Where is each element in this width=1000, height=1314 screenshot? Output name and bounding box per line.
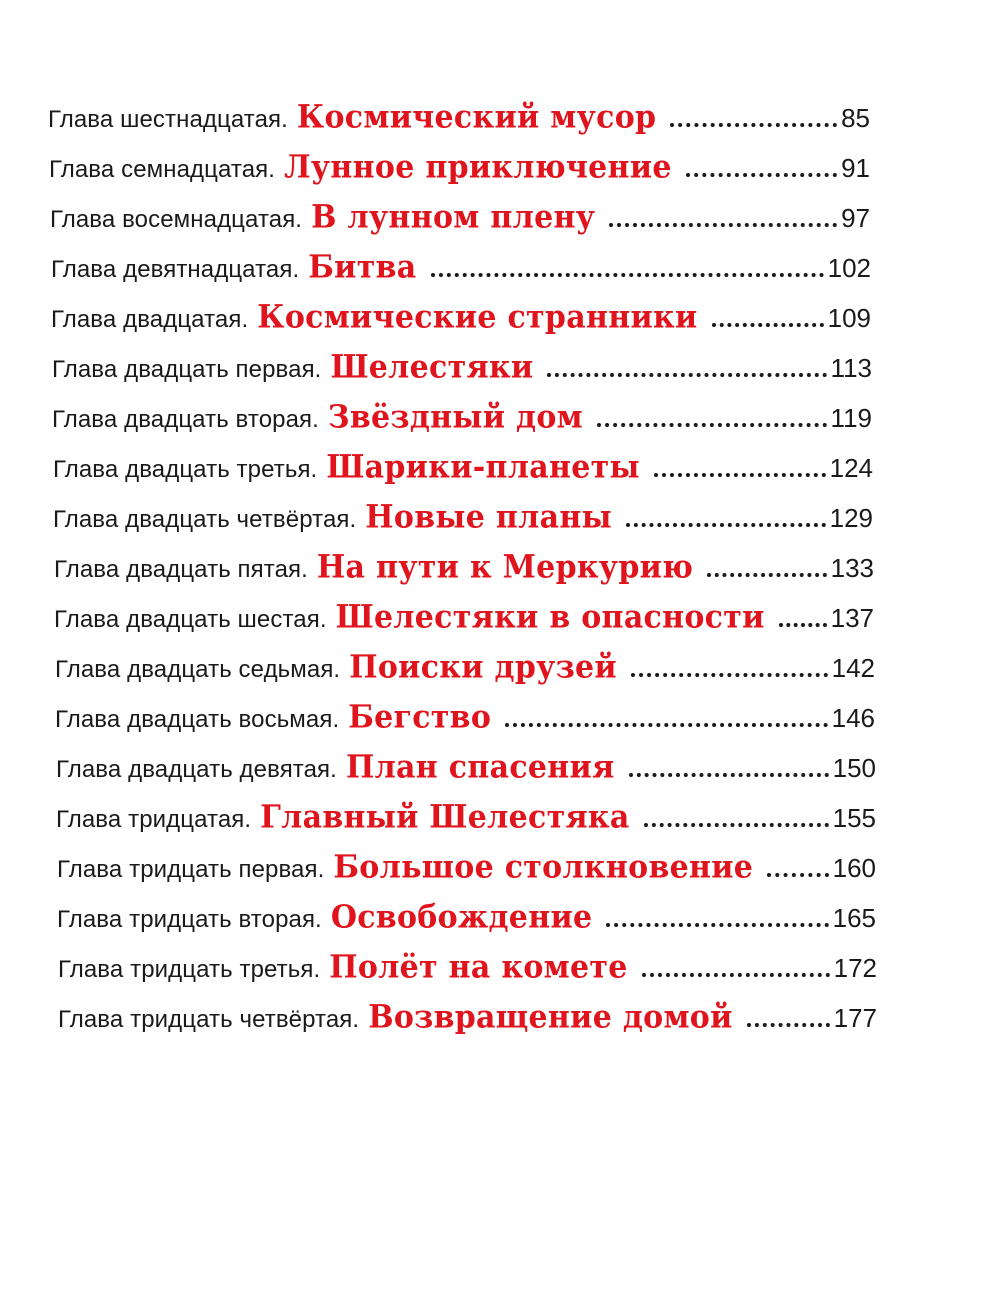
chapter-title: Возвращение домой [368, 999, 733, 1036]
toc-entry [58, 950, 877, 985]
dot-leader [629, 773, 829, 777]
page-number: 150 [832, 753, 876, 783]
chapter-number: Глава тридцатая. [56, 806, 252, 833]
chapter-title: На пути к Меркурию [316, 549, 694, 586]
dot-leader [631, 673, 828, 677]
chapter-number: Глава девятнадцатая. [51, 256, 300, 283]
dot-leader [670, 123, 837, 127]
chapter-title: Освобождение [330, 899, 593, 936]
toc-entry [55, 700, 875, 735]
chapter-number: Глава тридцать вторая. [57, 906, 322, 933]
chapter-number: Глава восемнадцатая. [50, 206, 303, 233]
toc-entry [49, 150, 870, 185]
chapter-number: Глава тридцать третья. [58, 956, 321, 983]
page-number: 177 [833, 1003, 877, 1033]
chapter-number: Глава двадцать шестая. [54, 606, 327, 633]
toc-entry [51, 300, 871, 335]
page-number: 165 [832, 903, 876, 933]
chapter-number: Глава двадцать четвёртая. [53, 506, 357, 533]
page-number: 133 [830, 553, 874, 583]
dot-leader [609, 223, 837, 227]
chapter-title: Большое столкновение [333, 849, 754, 886]
dot-leader [431, 273, 824, 277]
chapter-title: План спасения [345, 749, 615, 786]
toc-entry [52, 400, 872, 435]
dot-leader [644, 823, 829, 827]
chapter-title: Лунное приключение [284, 149, 672, 186]
chapter-number: Глава двадцать вторая. [52, 406, 319, 433]
dot-leader [747, 1023, 830, 1027]
toc-entry [51, 250, 871, 285]
toc-entry [58, 1000, 877, 1035]
page-number: 160 [832, 853, 876, 883]
toc-entry [52, 350, 872, 385]
page-number: 109 [827, 303, 871, 333]
chapter-title: Шарики-планеты [326, 449, 640, 486]
toc-entry [48, 100, 870, 135]
dot-leader [597, 423, 827, 427]
page-number: 146 [831, 703, 875, 733]
page-number: 119 [830, 403, 872, 433]
chapter-title: В лунном плену [311, 199, 596, 236]
toc-entry [56, 750, 876, 785]
toc-entry [55, 650, 875, 685]
chapter-number: Глава двадцать пятая. [54, 556, 308, 583]
toc-entry [54, 550, 874, 585]
dot-leader [707, 573, 826, 577]
chapter-number: Глава двадцать третья. [53, 456, 318, 483]
chapter-title: Космический мусор [296, 99, 657, 136]
dot-leader [505, 723, 827, 727]
chapter-title: Полёт на комете [329, 949, 628, 986]
page-number: 97 [841, 203, 870, 233]
page-number: 102 [827, 253, 871, 283]
dot-leader [626, 523, 826, 527]
chapter-title: Поиски друзей [349, 649, 617, 686]
toc-entry [56, 800, 876, 835]
toc-entry [57, 850, 876, 885]
toc-entry [53, 450, 873, 485]
page-number: 91 [841, 153, 870, 183]
chapter-number: Глава шестнадцатая. [48, 106, 288, 133]
chapter-number: Глава двадцать девятая. [56, 756, 337, 783]
chapter-number: Глава двадцать седьмая. [55, 656, 341, 683]
page-number: 142 [831, 653, 875, 683]
chapter-number: Глава тридцать первая. [57, 856, 325, 883]
chapter-title: Бегство [348, 699, 492, 736]
page-number: 172 [833, 953, 877, 983]
toc-entry [50, 200, 870, 235]
chapter-number: Глава тридцать четвёртая. [58, 1006, 360, 1033]
page-number: 129 [829, 503, 873, 533]
dot-leader [547, 373, 826, 377]
toc-entry [57, 900, 876, 935]
dot-leader [606, 923, 828, 927]
chapter-number: Глава двадцать первая. [52, 356, 322, 383]
chapter-title: Битва [308, 249, 417, 286]
dot-leader [654, 473, 826, 477]
page-number: 155 [832, 803, 876, 833]
chapter-title: Шелестяки в опасности [335, 599, 765, 636]
dot-leader [686, 173, 837, 177]
dot-leader [779, 623, 827, 627]
chapter-title: Космические странники [257, 299, 698, 336]
chapter-title: Главный Шелестяка [260, 799, 630, 836]
dot-leader [767, 873, 828, 877]
page-number: 113 [830, 353, 872, 383]
toc-entry [53, 500, 873, 535]
chapter-title: Новые планы [365, 499, 612, 536]
page-number: 137 [830, 603, 874, 633]
dot-leader [712, 323, 824, 327]
page-number: 85 [841, 103, 870, 133]
page-number: 124 [829, 453, 873, 483]
chapter-title: Звёздный дом [327, 399, 584, 436]
chapter-number: Глава двадцатая. [51, 306, 249, 333]
chapter-title: Шелестяки [330, 349, 534, 386]
dot-leader [642, 973, 830, 977]
toc-entry [54, 600, 874, 635]
chapter-number: Глава двадцать восьмая. [55, 706, 340, 733]
chapter-number: Глава семнадцатая. [49, 156, 276, 183]
